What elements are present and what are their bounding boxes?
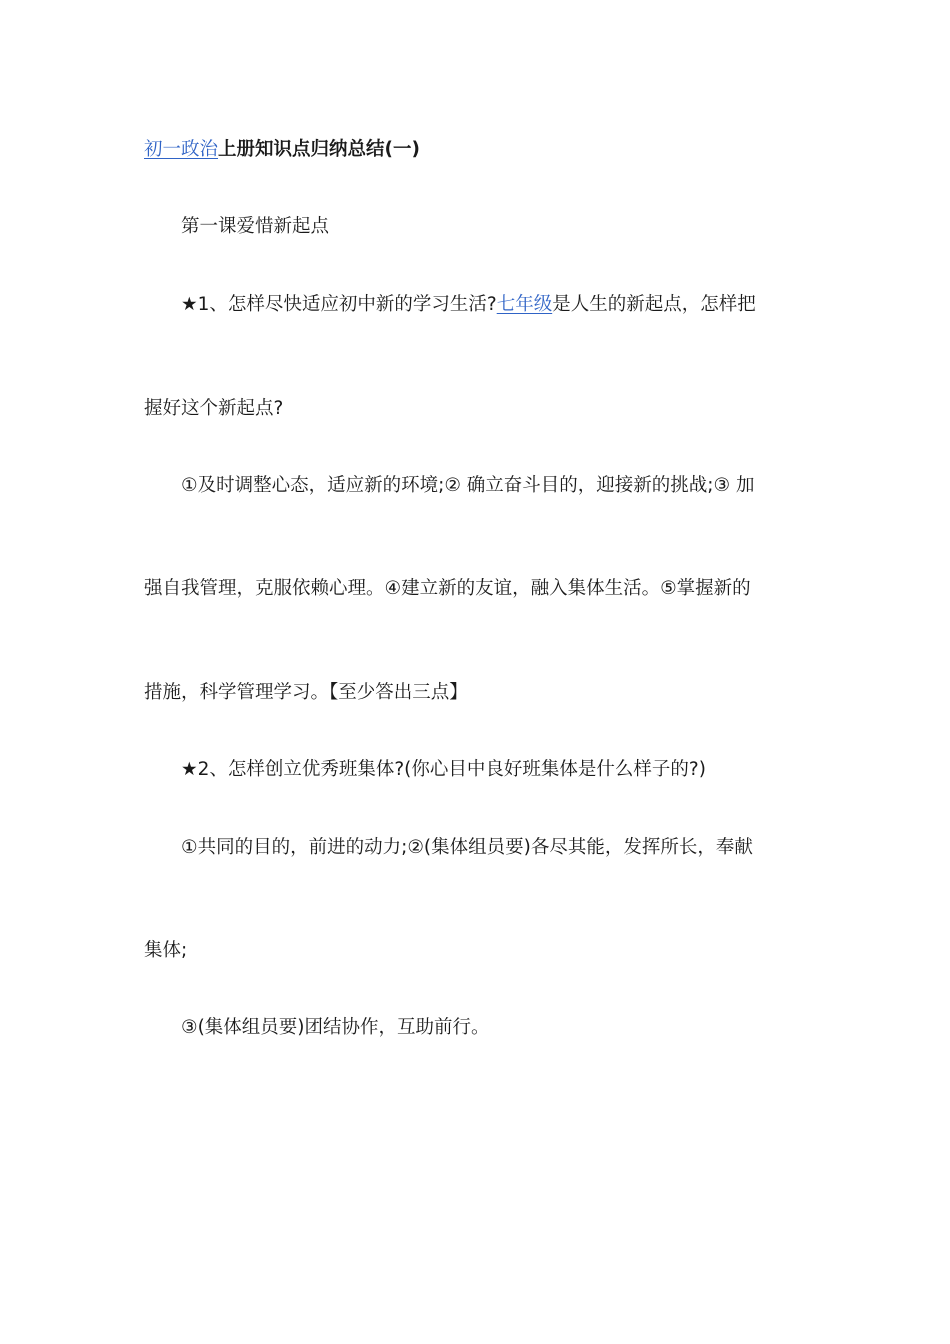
lesson-heading: 第一课爱惜新起点 (181, 216, 330, 237)
title-text: 上册知识点归纳总结(一) (218, 139, 420, 160)
title-link[interactable]: 初一政治 (144, 139, 219, 160)
question-1-text-b: 是人生的新起点，怎样把 (552, 294, 756, 315)
grade-seven-link[interactable]: 七年级 (496, 294, 553, 315)
question-1-line-2: 握好这个新起点? (144, 398, 284, 419)
document-title (144, 137, 420, 163)
answer-1-line-1: ①及时调整心态，适应新的环境;② 确立奋斗目的，迎接新的挑战;③ 加 (181, 475, 755, 496)
question-1-line-1 (181, 292, 756, 318)
answer-2-line-3: ③(集体组员要)团结协作，互助前行。 (181, 1017, 490, 1038)
answer-1-line-3: 措施，科学管理学习。【至少答出三点】 (144, 682, 468, 703)
answer-2-line-1: ①共同的目的，前进的动力;②(集体组员要)各尽其能，发挥所长，奉献 (181, 837, 753, 858)
answer-1-line-2: 强自我管理，克服依赖心理。④建立新的友谊，融入集体生活。⑤掌握新的 (144, 578, 751, 599)
question-2: ★2、怎样创立优秀班集体?(你心目中良好班集体是什么样子的?) (181, 759, 706, 780)
answer-2-line-2: 集体; (144, 940, 188, 961)
question-1-text-a: ★1、怎样尽快适应初中新的学习生活? (181, 294, 497, 315)
